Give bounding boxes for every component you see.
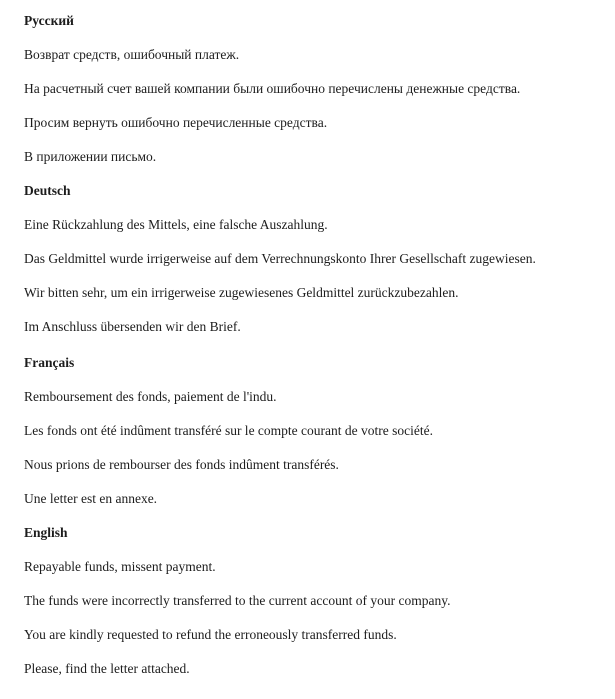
paragraph: Remboursement des fonds, paiement de l'indu.	[24, 389, 277, 404]
paragraph: The funds were incorrectly transferred to the current account of your company.	[24, 593, 451, 608]
section-heading: Deutsch	[24, 183, 71, 198]
section-german	[24, 182, 585, 335]
section-heading: Русский	[24, 13, 74, 28]
paragraph: You are kindly requested to refund the erroneously transferred funds.	[24, 627, 397, 642]
section-heading: English	[24, 525, 68, 540]
paragraph: На расчетный счет вашей компании были ошибочно перечислены денежные средства.	[24, 81, 521, 96]
paragraph: Im Anschluss übersenden wir den Brief.	[24, 319, 241, 334]
paragraph: Просим вернуть ошибочно перечисленные средства.	[24, 115, 328, 130]
section-russian	[24, 12, 585, 165]
section-french	[24, 354, 585, 507]
paragraph: Une letter est en annexe.	[24, 491, 158, 506]
paragraph: Please, find the letter attached.	[24, 661, 190, 676]
section-english	[24, 524, 585, 677]
paragraph: Les fonds ont été indûment transféré sur le compte courant de votre société.	[24, 423, 433, 438]
paragraph: Das Geldmittel wurde irrigerweise auf dem Verrechnungskonto Ihrer Gesellschaft zugewiesen.	[24, 251, 536, 266]
paragraph: Возврат средств, ошибочный платеж.	[24, 47, 240, 62]
paragraph: Nous prions de rembourser des fonds indûment transférés.	[24, 457, 339, 472]
paragraph: Wir bitten sehr, um ein irrigerweise zugewiesenes Geldmittel zurückzubezahlen.	[24, 285, 459, 300]
paragraph: Repayable funds, missent payment.	[24, 559, 216, 574]
paragraph: В приложении письмо.	[24, 149, 157, 164]
section-heading: Français	[24, 355, 75, 370]
paragraph: Eine Rückzahlung des Mittels, eine falsche Auszahlung.	[24, 217, 328, 232]
